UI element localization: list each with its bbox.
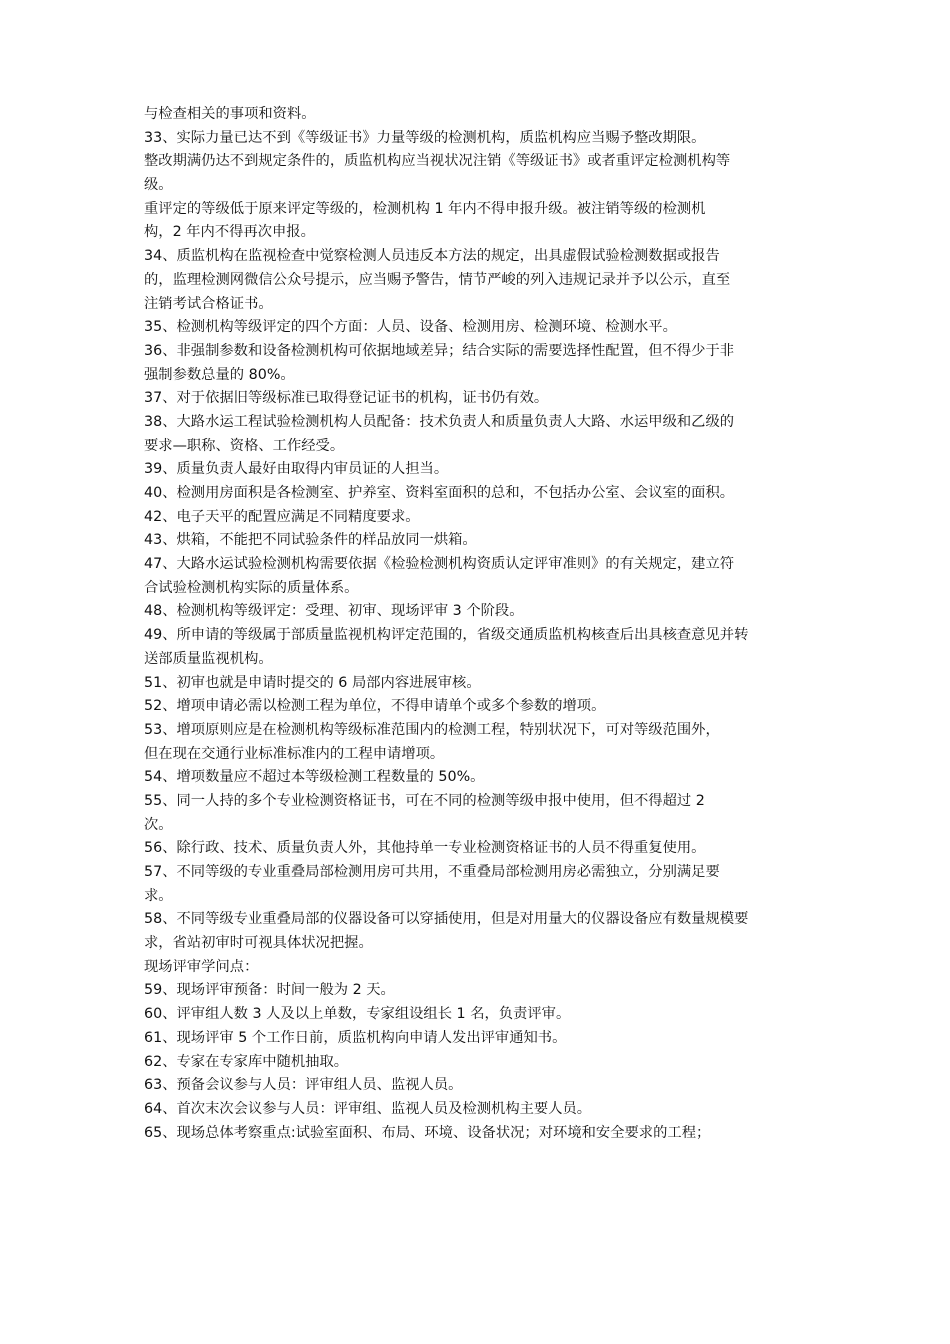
text-line: 60、评审组人数 3 人及以上单数，专家组设组长 1 名，负责评审。 — [144, 1006, 571, 1023]
text-line: 38、大路水运工程试验检测机构人员配备：技术负责人和质量负责人大路、水运甲级和乙级的 — [144, 413, 735, 430]
text-line: 47、大路水运试验检测机构需要依据《检验检测机构资质认定评审准则》的有关规定，建立符 — [144, 556, 735, 573]
text-line: 58、不同等级专业重叠局部的仪器设备可以穿插使用，但是对用量大的仪器设备应有数量规模要 — [144, 911, 749, 928]
text-line: 42、电子天平的配置应满足不同精度要求。 — [144, 508, 420, 525]
text-line: 强制参数总量的 80%。 — [144, 366, 295, 383]
section-heading: 现场评审学问点： — [144, 958, 259, 975]
text-line: 送部质量监视机构。 — [144, 650, 273, 667]
text-line: 56、除行政、技术、质量负责人外，其他持单一专业检测资格证书的人员不得重复使用。 — [144, 840, 706, 857]
text-line: 合试验检测机构实际的质量体系。 — [144, 579, 359, 596]
text-line: 64、首次末次会议参与人员：评审组、监视人员及检测机构主要人员。 — [144, 1100, 592, 1117]
text-line: 35、检测机构等级评定的四个方面：人员、设备、检测用房、检测环境、检测水平。 — [144, 319, 677, 336]
text-line: 与检查相关的事项和资料。 — [144, 106, 316, 122]
text-line: 求。 — [144, 887, 173, 904]
text-line: 要求—职称、资格、工作经受。 — [144, 437, 345, 454]
text-line: 61、现场评审 5 个工作日前，质监机构向申请人发出评审通知书。 — [144, 1029, 567, 1046]
text-line: 37、对于依据旧等级标准已取得登记证书的机构，证书仍有效。 — [144, 390, 549, 407]
text-line: 65、现场总体考察重点:试验室面积、布局、环境、设备状况；对环境和安全要求的工程； — [144, 1124, 711, 1141]
text-line: 34、质监机构在监视检查中觉察检测人员违反本方法的规定，出具虚假试验检测数据或报告 — [144, 248, 720, 265]
text-line: 重评定的等级低于原来评定等级的，检测机构 1 年内不得申报升级。被注销等级的检测机 — [144, 200, 706, 217]
text-line: 整改期满仍达不到规定条件的，质监机构应当视状况注销《等级证书》或者重评定检测机构等 — [144, 153, 731, 170]
text-line: 49、所申请的等级属于部质量监视机构评定范围的，省级交通质监机构核查后出具核查意见并转 — [144, 627, 749, 644]
text-line: 59、现场评审预备：时间一般为 2 天。 — [144, 982, 395, 999]
text-line: 求，省站初审时可视具体状况把握。 — [144, 935, 373, 952]
text-line: 36、非强制参数和设备检测机构可依据地域差异；结合实际的需要选择性配置，但不得少于非 — [144, 342, 735, 359]
text-line: 62、专家在专家库中随机抽取。 — [144, 1053, 349, 1070]
text-line: 但在现在交通行业标准标准内的工程申请增项。 — [144, 745, 445, 762]
text-line: 53、增项原则应是在检测机构等级标准范围内的检测工程，特别状况下，可对等级范围外， — [144, 721, 720, 738]
text-line: 的，监理检测网微信公众号提示，应当赐予警告，情节严峻的列入违规记录并予以公示，直至 — [144, 271, 731, 288]
text-line: 63、预备会议参与人员：评审组人员、监视人员。 — [144, 1077, 463, 1094]
text-line: 注销考试合格证书。 — [144, 295, 273, 312]
document-body — [144, 103, 814, 1145]
text-line: 54、增项数量应不超过本等级检测工程数量的 50%。 — [144, 769, 485, 786]
text-line: 级。 — [144, 177, 173, 194]
text-line: 55、同一人持的多个专业检测资格证书，可在不同的检测等级申报中使用，但不得超过 2 — [144, 792, 705, 809]
text-line: 33、实际力量已达不到《等级证书》力量等级的检测机构，质监机构应当赐予整改期限。 — [144, 129, 706, 146]
text-line: 52、增项申请必需以检测工程为单位，不得申请单个或多个参数的增项。 — [144, 698, 606, 715]
text-line: 构，2 年内不得再次申报。 — [144, 224, 315, 241]
text-line: 57、不同等级的专业重叠局部检测用房可共用，不重叠局部检测用房必需独立，分别满足要 — [144, 864, 720, 880]
text-line: 48、检测机构等级评定：受理、初审、现场评审 3 个阶段。 — [144, 603, 524, 620]
text-line: 43、烘箱，不能把不同试验条件的样品放同一烘箱。 — [144, 532, 477, 549]
text-line: 39、质量负责人最好由取得内审员证的人担当。 — [144, 461, 449, 478]
text-line: 51、初审也就是申请时提交的 6 局部内容进展审核。 — [144, 674, 481, 691]
text-line: 40、检测用房面积是各检测室、护养室、资料室面积的总和，不包括办公室、会议室的面积。 — [144, 485, 735, 501]
text-line: 次。 — [144, 816, 173, 833]
